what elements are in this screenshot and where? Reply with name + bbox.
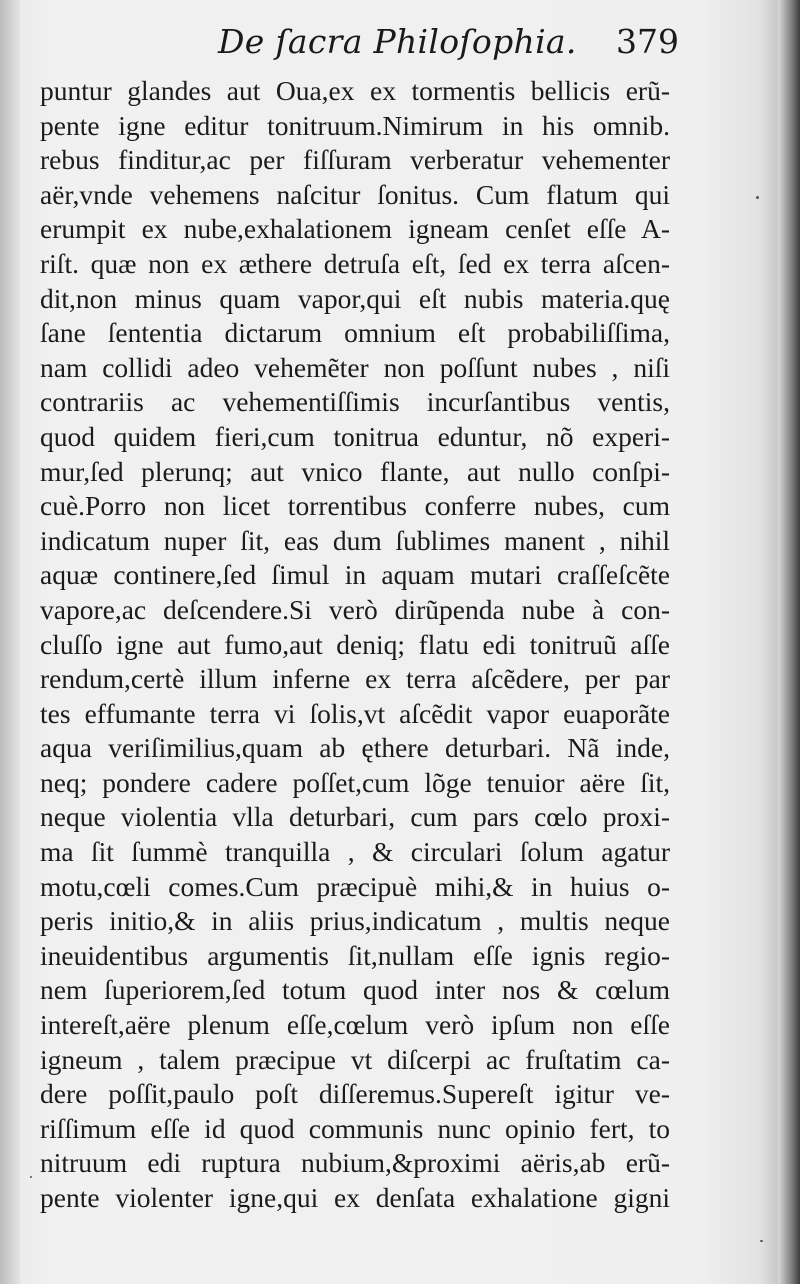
text-line: aquæ continere,ſed ſimul in aquam mutari craſſeſcẽte	[40, 559, 670, 591]
text-line: dit,non minus quam vapor,qui eſt nubis materia.quę	[40, 282, 670, 314]
text-line: erumpit ex nube,exhalationem igneam cenſet eſſe A-	[40, 213, 670, 245]
book-gutter-shadow	[778, 0, 800, 1284]
text-line: dere poſſit,paulo poſt diſſeremus.Supereſt igitur ve-	[40, 1078, 670, 1110]
text-line: aër,vnde vehemens naſcitur ſonitus. Cum flatum qui	[40, 178, 670, 210]
text-line: neq; pondere cadere poſſet,cum lõge tenuior aëre ſit,	[40, 766, 670, 798]
ink-speck	[756, 196, 759, 199]
text-line: neque violentia vlla deturbari, cum pars cœlo proxi-	[40, 801, 670, 833]
text-line: ineuidentibus argumentis ſit,nullam eſſe ignis regio-	[40, 939, 670, 971]
text-line: nam collidi adeo vehemẽter non poſſunt nubes , niſi	[40, 351, 670, 383]
text-line: rebus finditur,ac per fiſſuram verberatur vehementer	[40, 144, 670, 176]
text-line: indicatum nuper ſit, eas dum ſublimes manent , nihil	[40, 524, 670, 556]
text-line: ſane ſententia dictarum omnium eſt probabiliſſima,	[40, 317, 670, 349]
text-line: ma ſit ſummè tranquilla , & circulari ſolum agatur	[40, 836, 670, 868]
text-line: nitruum edi ruptura nubium,&proximi aëris,ab erũ-	[40, 1147, 670, 1179]
ink-speck	[30, 1176, 32, 1178]
text-line: aqua veriſimilius,quam ab ęthere deturbari. Nã inde,	[40, 732, 670, 764]
text-line: cuè.Porro non licet torrentibus conferre nubes, cum	[40, 490, 670, 522]
text-line: contrariis ac vehementiſſimis incurſantibus ventis,	[40, 386, 670, 418]
text-line: pente violenter igne,qui ex denſata exhalatione gigni	[40, 1182, 670, 1213]
text-line: cluſſo igne aut fumo,aut deniq; flatu edi tonitruũ aſſe	[40, 628, 670, 660]
text-line: riſſimum eſſe id quod communis nunc opinio fert, to	[40, 1112, 670, 1144]
ink-speck	[760, 1240, 763, 1242]
text-line: mur,ſed plerunq; aut vnico flante, aut nullo conſpi-	[40, 455, 670, 487]
text-line: vapore,ac deſcendere.Si verò dirũpenda nube à con-	[40, 593, 670, 625]
text-line: igneum , talem præcipue vt diſcerpi ac fruſtatim ca-	[40, 1043, 670, 1075]
text-line: pente igne editur tonitruum.Nimirum in his omnib.	[40, 109, 670, 141]
text-line: rendum,certè illum inferne ex terra aſcẽdere, per par	[40, 663, 670, 695]
page-left-edge-shadow	[0, 0, 20, 1284]
body-text	[40, 74, 670, 1216]
text-line: nem ſuperiorem,ſed totum quod inter nos & cœlum	[40, 974, 670, 1006]
text-line: motu,cœli comes.Cum præcipuè mihi,& in huius o-	[40, 870, 670, 902]
text-line: riſt. quæ non ex æthere detruſa eſt, ſed ex terra aſcen-	[40, 247, 670, 279]
running-title: De ſacra Philoſophia.	[218, 22, 577, 61]
page-header	[40, 16, 740, 74]
text-line: intereſt,aëre plenum eſſe,cœlum verò ipſum non eſſe	[40, 1009, 670, 1041]
text-line: quod quidem fieri,cum tonitrua eduntur, nõ experi-	[40, 420, 670, 452]
page-content	[40, 16, 740, 1216]
page-number: 379	[616, 22, 679, 61]
text-line: puntur glandes aut Oua,ex ex tormentis bellicis erũ-	[40, 75, 670, 106]
text-line: peris initio,& in aliis prius,indicatum , multis neque	[40, 905, 670, 937]
text-line: tes effumante terra vi ſolis,vt aſcẽdit vapor euaporãte	[40, 697, 670, 729]
